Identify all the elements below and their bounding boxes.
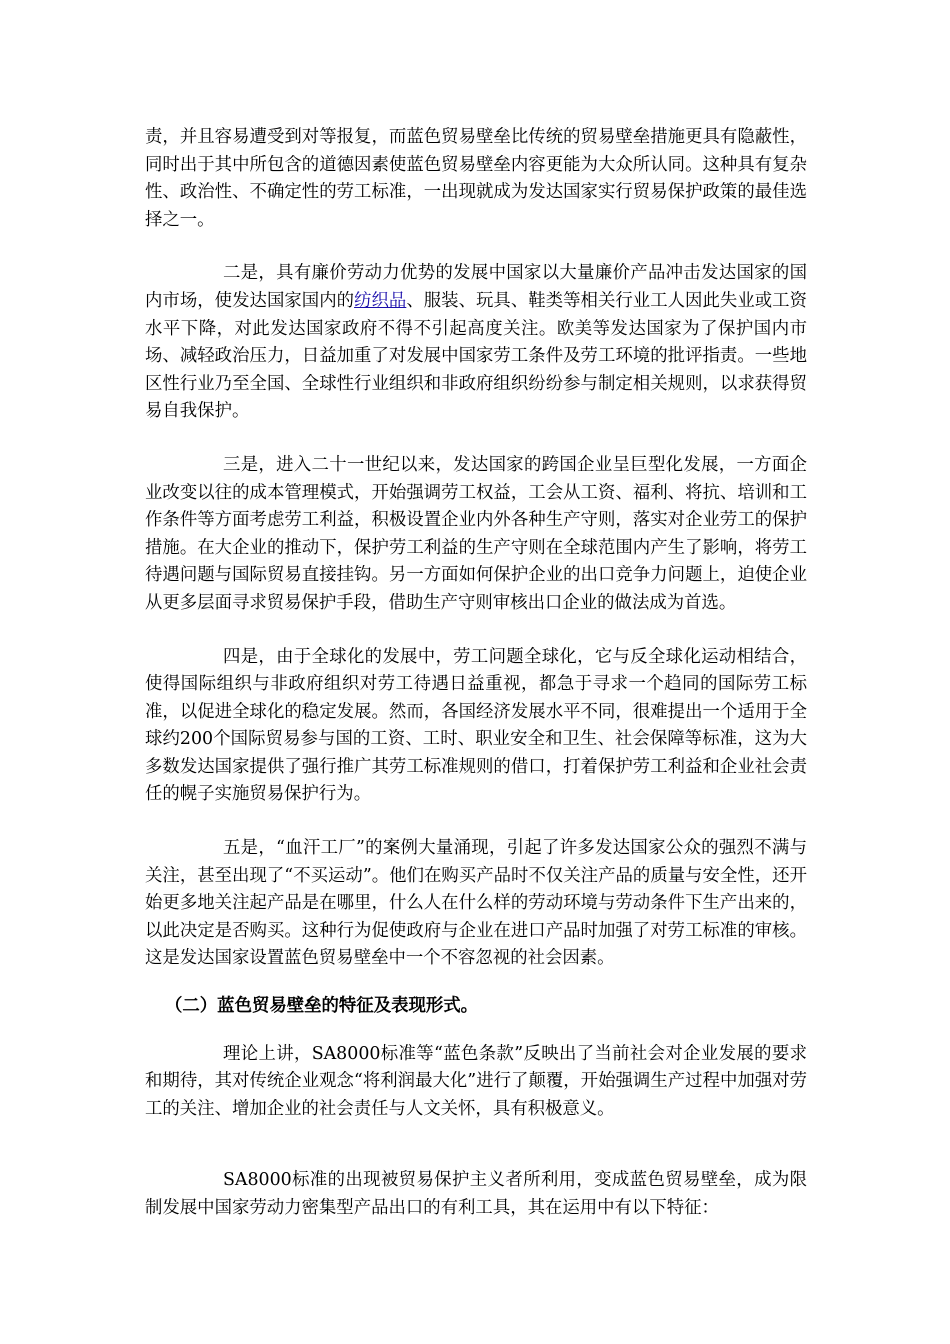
paragraph-point-two	[145, 260, 807, 426]
paragraph-text: 、服装、玩具、鞋类等相关行业工人因此失业或工资水平下降，对此发达国家政府不得不引起高度关注。欧美等发达国家为了保护国内市场、减轻政治压力，日益加重了对发展中国家劳工条件及劳工环境的批评指责。一些地区性行业乃至全国、全球性行业组织和非政府组织纷纷参与制定相关规则，以求获得贸易自我保护。	[145, 290, 807, 422]
paragraph-point-four: 四是，由于全球化的发展中，劳工问题全球化，它与反全球化运动相结合，使得国际组织与非政府组织对劳工待遇日益重视，都急于寻求一个趋同的国际劳工标准，以促进全球化的稳定发展。然而，各国经济发展水平不同，很难提出一个适用于全球约200个国际贸易参与国的工资、工时、职业安全和卫生、社会保障等标准，这为大多数发达国家提供了强行推广其劳工标准规则的借口，打着保护劳工利益和企业社会责任的幌子实施贸易保护行为。	[145, 646, 807, 805]
document-page	[145, 124, 807, 1223]
textile-link[interactable]: 纺织品	[354, 290, 407, 311]
paragraph-point-three: 三是，进入二十一世纪以来，发达国家的跨国企业呈巨型化发展，一方面企业改变以往的成本管理模式，开始强调劳工权益，工会从工资、福利、将抗、培训和工作条件等方面考虑劳工利益，积极设置企业内外各种生产守则，落实对企业劳工的保护措施。在大企业的推动下，保护劳工利益的生产守则在全球范围内产生了影响，将劳工待遇问题与国际贸易直接挂钩。另一方面如何保护企业的出口竞争力问题上，迫使企业从更多层面寻求贸易保护手段，借助生产守则审核出口企业的做法成为首选。	[145, 454, 807, 613]
paragraph-sa8000: SA8000标准的出现被贸易保护主义者所利用，变成蓝色贸易壁垒，成为限制发展中国家劳动力密集型产品出口的有利工具，其在运用中有以下特征：	[145, 1170, 807, 1218]
paragraph-theory: 理论上讲，SA8000标准等“蓝色条款”反映出了当前社会对企业发展的要求和期待，其对传统企业观念“将利润最大化”进行了颠覆，开始强调生产过程中加强对劳工的关注、增加企业的社会责任与人文关怀，具有积极意义。	[145, 1043, 807, 1119]
paragraph-text: 二是，具有廉价劳动力优势的发展中国家以大量廉价产品冲击发达国家的国内市场，使发达国家国内的	[145, 263, 807, 311]
section-heading: （二）蓝色贸易壁垒的特征及表现形式。	[165, 996, 479, 1017]
paragraph-continuation: 责，并且容易遭受到对等报复，而蓝色贸易壁垒比传统的贸易壁垒措施更具有隐蔽性，同时出于其中所包含的道德因素使蓝色贸易壁垒内容更能为大众所认同。这种具有复杂性、政治性、不确定性的劳工标准，一出现就成为发达国家实行贸易保护政策的最佳选择之一。	[145, 127, 807, 230]
paragraph-point-five: 五是，“血汗工厂”的案例大量涌现，引起了许多发达国家公众的强烈不满与关注，甚至出现了“不买运动”。他们在购买产品时不仅关注产品的质量与安全性，还开始更多地关注起产品是在哪里，什么人在什么样的劳动环境与劳动条件下生产出来的，以此决定是否购买。这种行为促使政府与企业在进口产品时加强了对劳工标准的审核。这是发达国家设置蓝色贸易壁垒中一个不容忽视的社会因素。	[145, 838, 807, 969]
